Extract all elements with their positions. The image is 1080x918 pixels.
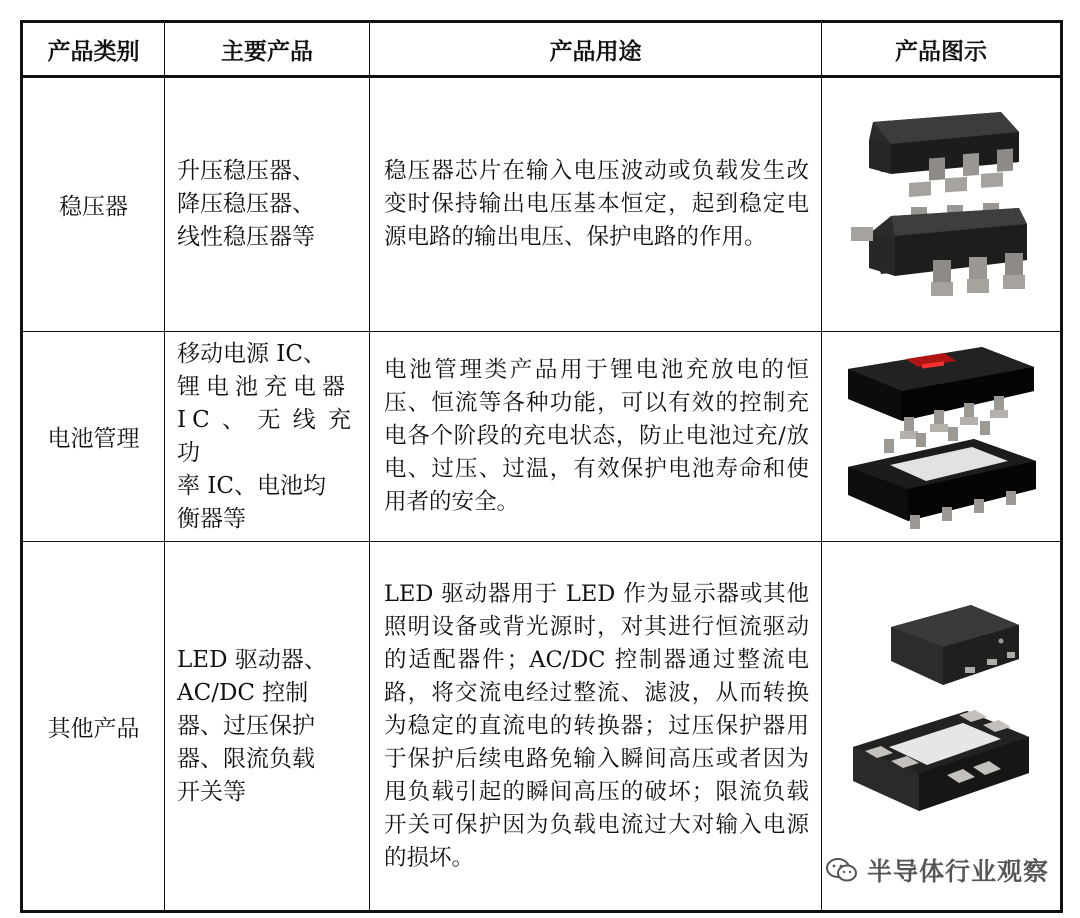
image-cell (822, 332, 1062, 542)
product-line: 率 IC、电池均 (177, 472, 326, 499)
category-cell: 其他产品 (22, 542, 165, 912)
table-row (22, 77, 1062, 332)
category-cell: 电池管理 (22, 332, 165, 542)
products-cell (165, 77, 370, 332)
header-image: 产品图示 (822, 22, 1062, 77)
wechat-icon (825, 856, 859, 884)
product-line: 线性稳压器等 (177, 224, 315, 250)
usage-cell: 电池管理类产品用于锂电池充放电的恒压、恒流等各种功能，可以有效的控制充电各个阶段的充电状态，防止电池过充/放电、过压、过温，有效保护电池寿命和使用者的安全。 (370, 332, 822, 542)
product-line: AC/DC 控制 (177, 679, 309, 706)
image-cell (822, 77, 1062, 332)
product-line: 器、过压保护 (177, 712, 315, 739)
sot23-6-chip-icon (851, 102, 1031, 307)
product-line: 衡器等 (177, 505, 246, 532)
header-products: 主要产品 (165, 22, 370, 77)
table-row (22, 332, 1062, 542)
header-category: 产品类别 (22, 22, 165, 77)
product-table (20, 20, 1063, 913)
category-cell: 稳压器 (22, 77, 165, 332)
product-line: 器、限流负载 (177, 745, 315, 772)
table-header-row (22, 22, 1062, 77)
dfn6-chip-icon (851, 597, 1031, 847)
products-cell (165, 332, 370, 542)
product-line: LED 驱动器、 (177, 646, 327, 673)
products-cell (165, 542, 370, 912)
usage-cell: 稳压器芯片在输入电压波动或负载发生改变时保持输出电压基本恒定，起到稳定电源电路的输出电压、保护电路的作用。 (370, 77, 822, 332)
product-line: 锂电池充电器 (177, 373, 351, 400)
header-usage: 产品用途 (370, 22, 822, 77)
product-line: 降压稳压器、 (177, 191, 315, 217)
product-line: 升压稳压器、 (177, 158, 315, 184)
product-line: 移动电源 IC、 (177, 340, 326, 367)
watermark (825, 850, 1050, 890)
watermark-text: 半导体行业观察 (867, 857, 1050, 886)
product-line: 开关等 (177, 778, 246, 805)
usage-cell: LED 驱动器用于 LED 作为显示器或其他照明设备或背光源时，对其进行恒流驱动的适配器件；AC/DC 控制器通过整流电路，将交流电经过整流、滤波，从而转换为稳定的直流电的转换器；过压保护器用于保护后续电路免输入瞬间高压或者因为甩负载引起的瞬间高压的破坏；限流负载开关可保护因为负载电流过大对输入电源的损坏。 (370, 542, 822, 912)
sop8-chip-icon (844, 339, 1039, 534)
product-line: IC、无线充功 (177, 406, 357, 466)
